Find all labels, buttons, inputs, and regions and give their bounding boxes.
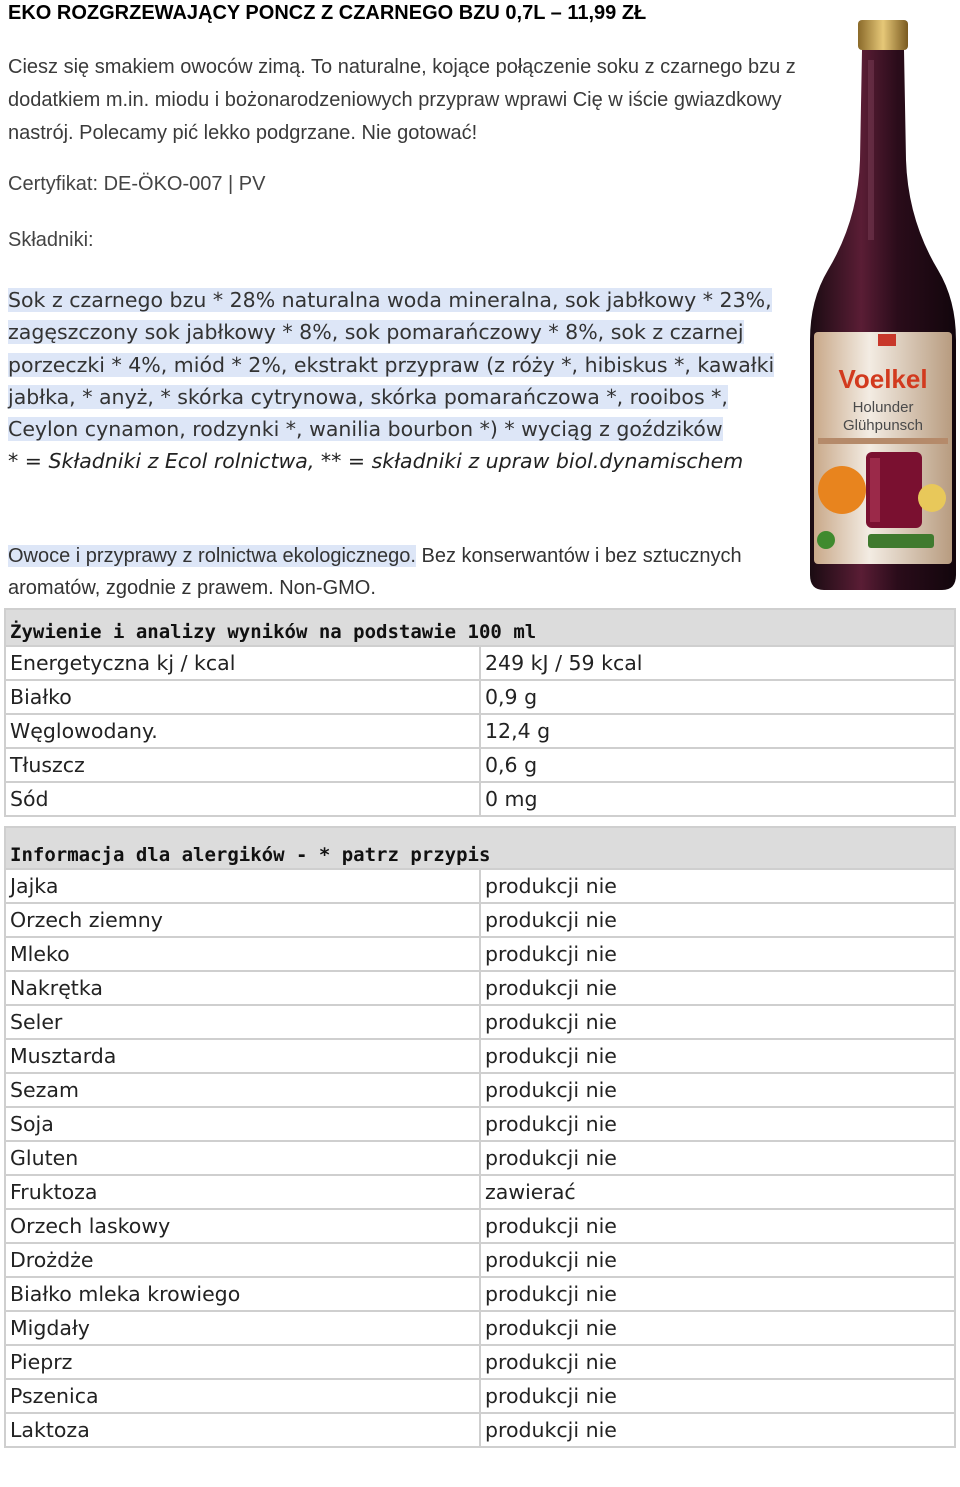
table-row (5, 937, 955, 971)
table-row (5, 1379, 955, 1413)
bottle-name-1: Holunder (852, 399, 914, 416)
product-title: EKO ROZGRZEWAJĄCY PONCZ Z CZARNEGO BZU 0,7L – 11,99 ZŁ (8, 2, 647, 24)
allergen-value: produkcji nie (480, 1141, 955, 1175)
allergen-label: Orzech laskowy (5, 1209, 480, 1243)
allergen-value: produkcji nie (480, 1107, 955, 1141)
allergen-value: produkcji nie (480, 1209, 955, 1243)
nutrient-label: Węglowodany. (5, 714, 480, 748)
allergen-label: Soja (5, 1107, 480, 1141)
table-row (5, 748, 955, 782)
nutrient-value: 249 kJ / 59 kcal (480, 646, 955, 680)
table-row (5, 1243, 955, 1277)
allergen-table (4, 826, 956, 1448)
bottle-cap (858, 20, 908, 50)
table-row (5, 1413, 955, 1447)
allergen-label: Laktoza (5, 1413, 480, 1447)
allergen-value: produkcji nie (480, 869, 955, 903)
product-description: Ciesz się smakiem owoców zimą. To naturalne, kojące połączenie soku z czarnego bzu z dodatkiem m.in. miodu i bożonarodzeniowych przypraw wprawi Cię w iście gwiazdkowy nastrój. Polecamy pić lekko podgrzane. Nie gotować! (8, 56, 796, 144)
table-row (5, 646, 955, 680)
allergen-value: produkcji nie (480, 971, 955, 1005)
allergen-value: produkcji nie (480, 1005, 955, 1039)
nutrient-value: 12,4 g (480, 714, 955, 748)
allergen-label: Mleko (5, 937, 480, 971)
allergen-label: Fruktoza (5, 1175, 480, 1209)
table-row (5, 1039, 955, 1073)
allergen-label: Sezam (5, 1073, 480, 1107)
product-bottle-image (808, 20, 958, 590)
nutrient-value: 0 mg (480, 782, 955, 816)
allergen-label: Migdały (5, 1311, 480, 1345)
allergen-value: produkcji nie (480, 1243, 955, 1277)
ingredients-label: Składniki: (8, 229, 94, 251)
nutrient-label: Energetyczna kj / kcal (5, 646, 480, 680)
allergen-label: Białko mleka krowiego (5, 1277, 480, 1311)
allergen-label: Jajka (5, 869, 480, 903)
table-row (5, 1107, 955, 1141)
nutrition-header: Żywienie i analizy wyników na podstawie 100 ml (5, 609, 955, 646)
nutrient-value: 0,9 g (480, 680, 955, 714)
allergen-label: Pszenica (5, 1379, 480, 1413)
allergen-label: Musztarda (5, 1039, 480, 1073)
certificate-line: Certyfikat: DE-ÖKO-007 | PV (8, 173, 266, 195)
nutrient-label: Białko (5, 680, 480, 714)
allergen-value: produkcji nie (480, 937, 955, 971)
table-row (5, 971, 955, 1005)
organic-note (8, 540, 798, 604)
allergen-value: produkcji nie (480, 1345, 955, 1379)
allergen-label: Seler (5, 1005, 480, 1039)
allergen-label: Drożdże (5, 1243, 480, 1277)
table-row (5, 782, 955, 816)
allergen-value: produkcji nie (480, 1311, 955, 1345)
table-row (5, 1005, 955, 1039)
allergen-value: produkcji nie (480, 1073, 955, 1107)
ingredients-text: Sok z czarnego bzu * 28% naturalna woda mineralna, sok jabłkowy * 23%, zagęszczony sok jabłkowy * 8%, sok pomarańczowy * 8%, sok z czarnej porzeczki * 4%, miód * 2%, ekstrakt przypraw (z róży *, hibiskus *, kawałki jabłka, * anyż, * skórka cytrynowa, skórka pomarańczowa *, rooibos *, Ceylon cynamon, rodzynki *, wanilia bourbon *) * wyciąg z goździków (8, 288, 775, 442)
table-row (5, 714, 955, 748)
allergen-value: zawierać (480, 1175, 955, 1209)
table-row (5, 1345, 955, 1379)
table-row (5, 1209, 955, 1243)
allergen-value: produkcji nie (480, 1413, 955, 1447)
organic-logo-icon (817, 531, 835, 549)
allergen-label: Orzech ziemny (5, 903, 480, 937)
nutrient-label: Tłuszcz (5, 748, 480, 782)
allergen-header: Informacja dla alergików - * patrz przypis (5, 827, 955, 869)
orange-illustration (818, 466, 866, 514)
nutrient-value: 0,6 g (480, 748, 955, 782)
table-row (5, 1141, 955, 1175)
allergen-value: produkcji nie (480, 1379, 955, 1413)
nutrient-label: Sód (5, 782, 480, 816)
organic-badge (868, 534, 934, 548)
ingredients-footnote: * = Składniki z Ecol rolnictwa, ** = składniki z upraw biol.dynamischem (8, 449, 744, 474)
table-row (5, 1175, 955, 1209)
allergen-value: produkcji nie (480, 903, 955, 937)
allergen-value: produkcji nie (480, 1277, 955, 1311)
table-row (5, 1277, 955, 1311)
allergen-label: Pieprz (5, 1345, 480, 1379)
ingredients-block (8, 284, 798, 478)
table-row (5, 1311, 955, 1345)
organic-highlight: Owoce i przyprawy z rolnictwa ekologicznego. (8, 545, 416, 567)
table-row (5, 869, 955, 903)
allergen-label: Gluten (5, 1141, 480, 1175)
organic-rest: Bez konserwantów i bez sztucznych aromatów, zgodnie z prawem. Non-GMO. (8, 545, 742, 599)
bottle-name-2: Glühpunsch (842, 417, 924, 434)
allergen-label: Nakrętka (5, 971, 480, 1005)
allergen-value: produkcji nie (480, 1039, 955, 1073)
table-row (5, 680, 955, 714)
table-row (5, 903, 955, 937)
bottle-brand: Voelkel (838, 364, 928, 394)
table-row (5, 1073, 955, 1107)
nutrition-table (4, 608, 956, 817)
